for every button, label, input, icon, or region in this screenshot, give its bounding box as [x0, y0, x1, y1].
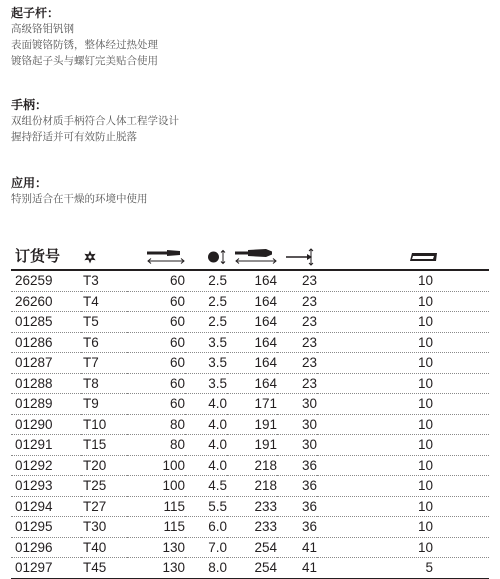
tip-diameter-cell: 4.0 — [185, 435, 227, 456]
handle-diameter-cell: 23 — [277, 291, 317, 312]
shaft-line-2: 表面镀铬防锈，整体经过热处理 — [11, 39, 158, 51]
blade-length-cell: 100 — [127, 476, 185, 497]
order-number-cell: 01294 — [11, 496, 81, 517]
handle-title: 手柄： — [11, 98, 48, 112]
tip-size-cell: T3 — [81, 270, 127, 291]
pack-quantity-cell: 10 — [317, 312, 489, 333]
order-number-cell: 01287 — [11, 353, 81, 374]
pack-quantity-cell: 10 — [317, 332, 489, 353]
overall-length-cell: 254 — [227, 537, 277, 558]
application-line-1: 特别适合在干燥的环境中使用 — [11, 193, 148, 205]
tip-diameter-cell: 3.5 — [185, 332, 227, 353]
tip-size-cell: T30 — [81, 517, 127, 538]
blade-length-cell: 80 — [127, 414, 185, 435]
blade-length-header — [127, 243, 185, 270]
blade-length-cell: 115 — [127, 517, 185, 538]
handle-diameter-cell: 23 — [277, 332, 317, 353]
overall-length-cell: 218 — [227, 476, 277, 497]
blade-length-cell: 60 — [127, 332, 185, 353]
overall-length-header — [227, 243, 277, 270]
pack-quantity-cell: 10 — [317, 394, 489, 415]
spec-table — [11, 243, 489, 579]
blade-length-icon — [147, 249, 185, 265]
tip-size-cell: T5 — [81, 312, 127, 333]
overall-length-cell: 164 — [227, 353, 277, 374]
spec-table-wrap — [11, 243, 489, 579]
table-row — [11, 455, 489, 476]
tip-diameter-cell: 4.0 — [185, 394, 227, 415]
handle-section — [11, 98, 179, 145]
tip-diameter-cell: 8.0 — [185, 558, 227, 579]
tip-diameter-cell: 5.5 — [185, 496, 227, 517]
overall-length-cell: 233 — [227, 517, 277, 538]
tip-size-cell: T20 — [81, 455, 127, 476]
tip-diameter-header — [185, 243, 227, 270]
order-number-cell: 26260 — [11, 291, 81, 312]
tip-diameter-cell: 2.5 — [185, 291, 227, 312]
table-row — [11, 435, 489, 456]
table-row — [11, 270, 489, 291]
pack-quantity-cell: 10 — [317, 270, 489, 291]
pack-quantity-header — [317, 243, 489, 270]
order-number-cell: 01286 — [11, 332, 81, 353]
handle-diameter-cell: 23 — [277, 373, 317, 394]
order-number-cell: 26259 — [11, 270, 81, 291]
table-row — [11, 394, 489, 415]
tip-size-cell: T7 — [81, 353, 127, 374]
pack-quantity-cell: 10 — [317, 414, 489, 435]
handle-line-1: 双组份材质手柄符合人体工程学设计 — [11, 115, 179, 127]
shaft-title: 起子杆： — [11, 6, 60, 20]
pack-quantity-cell: 10 — [317, 496, 489, 517]
tip-size-cell: T8 — [81, 373, 127, 394]
overall-length-cell: 218 — [227, 455, 277, 476]
overall-length-cell: 171 — [227, 394, 277, 415]
table-row — [11, 312, 489, 333]
order-number-cell: 01285 — [11, 312, 81, 333]
overall-length-cell: 233 — [227, 496, 277, 517]
order-number-header: 订货号 — [11, 243, 81, 270]
blade-length-cell: 60 — [127, 270, 185, 291]
table-row — [11, 517, 489, 538]
handle-diameter-cell: 36 — [277, 455, 317, 476]
shaft-line-1: 高级铬钼钒钢 — [11, 23, 74, 35]
handle-diameter-icon — [285, 248, 317, 266]
handle-diameter-cell: 41 — [277, 537, 317, 558]
tip-size-header — [81, 243, 127, 270]
blade-length-cell: 130 — [127, 537, 185, 558]
blade-length-cell: 60 — [127, 394, 185, 415]
tip-diameter-cell: 4.0 — [185, 455, 227, 476]
handle-line-2: 握持舒适并可有效防止脱落 — [11, 131, 137, 143]
pack-quantity-cell: 10 — [317, 537, 489, 558]
tip-diameter-cell: 3.5 — [185, 373, 227, 394]
table-header-row — [11, 243, 489, 270]
blade-length-cell: 60 — [127, 291, 185, 312]
order-number-cell: 01290 — [11, 414, 81, 435]
table-row — [11, 414, 489, 435]
handle-diameter-cell: 23 — [277, 270, 317, 291]
blade-length-cell: 60 — [127, 353, 185, 374]
table-row — [11, 373, 489, 394]
handle-diameter-cell: 30 — [277, 394, 317, 415]
tip-size-cell: T15 — [81, 435, 127, 456]
pack-quantity-cell: 10 — [317, 517, 489, 538]
handle-diameter-cell: 41 — [277, 558, 317, 579]
blade-length-cell: 60 — [127, 373, 185, 394]
blade-length-cell: 80 — [127, 435, 185, 456]
table-row — [11, 332, 489, 353]
tip-diameter-cell: 3.5 — [185, 353, 227, 374]
order-number-cell: 01296 — [11, 537, 81, 558]
blade-length-cell: 130 — [127, 558, 185, 579]
order-number-cell: 01297 — [11, 558, 81, 579]
tip-diameter-icon — [207, 249, 227, 265]
table-row — [11, 353, 489, 374]
application-title: 应用： — [11, 176, 48, 190]
order-number-cell: 01295 — [11, 517, 81, 538]
application-section — [11, 176, 148, 207]
tip-size-cell: T45 — [81, 558, 127, 579]
pack-quantity-cell: 10 — [317, 373, 489, 394]
handle-diameter-cell: 36 — [277, 496, 317, 517]
handle-diameter-cell: 23 — [277, 312, 317, 333]
tip-diameter-cell: 4.5 — [185, 476, 227, 497]
tip-diameter-cell: 2.5 — [185, 312, 227, 333]
overall-length-cell: 191 — [227, 414, 277, 435]
spec-table-body — [11, 270, 489, 578]
table-row — [11, 537, 489, 558]
tip-size-cell: T9 — [81, 394, 127, 415]
tip-size-cell: T40 — [81, 537, 127, 558]
order-number-cell: 01293 — [11, 476, 81, 497]
pack-quantity-cell: 10 — [317, 455, 489, 476]
torx-star-icon — [83, 250, 97, 264]
blade-length-cell: 115 — [127, 496, 185, 517]
overall-length-cell: 164 — [227, 332, 277, 353]
overall-length-icon — [235, 249, 277, 265]
blade-length-cell: 60 — [127, 312, 185, 333]
tip-size-cell: T27 — [81, 496, 127, 517]
handle-diameter-header — [277, 243, 317, 270]
shaft-line-3: 镀铬起子头与螺钉完美贴合使用 — [11, 55, 158, 67]
pack-quantity-cell: 10 — [317, 476, 489, 497]
tip-size-cell: T6 — [81, 332, 127, 353]
overall-length-cell: 164 — [227, 270, 277, 291]
pack-quantity-cell: 10 — [317, 291, 489, 312]
handle-diameter-cell: 23 — [277, 353, 317, 374]
order-number-cell: 01288 — [11, 373, 81, 394]
tip-diameter-cell: 4.0 — [185, 414, 227, 435]
tip-diameter-cell: 6.0 — [185, 517, 227, 538]
overall-length-cell: 164 — [227, 312, 277, 333]
pack-quantity-cell: 10 — [317, 353, 489, 374]
tip-diameter-cell: 2.5 — [185, 270, 227, 291]
pack-quantity-cell: 10 — [317, 435, 489, 456]
handle-diameter-cell: 36 — [277, 476, 317, 497]
tip-size-cell: T25 — [81, 476, 127, 497]
order-number-cell: 01292 — [11, 455, 81, 476]
handle-diameter-cell: 30 — [277, 435, 317, 456]
overall-length-cell: 164 — [227, 373, 277, 394]
tip-diameter-cell: 7.0 — [185, 537, 227, 558]
shaft-section — [11, 6, 158, 69]
table-row — [11, 291, 489, 312]
pack-quantity-icon — [409, 250, 439, 264]
blade-length-cell: 100 — [127, 455, 185, 476]
tip-size-cell: T4 — [81, 291, 127, 312]
table-row — [11, 496, 489, 517]
handle-diameter-cell: 36 — [277, 517, 317, 538]
tip-size-cell: T10 — [81, 414, 127, 435]
pack-quantity-cell: 5 — [317, 558, 489, 579]
order-number-cell: 01289 — [11, 394, 81, 415]
overall-length-cell: 254 — [227, 558, 277, 579]
table-row — [11, 476, 489, 497]
overall-length-cell: 164 — [227, 291, 277, 312]
overall-length-cell: 191 — [227, 435, 277, 456]
order-number-cell: 01291 — [11, 435, 81, 456]
handle-diameter-cell: 30 — [277, 414, 317, 435]
